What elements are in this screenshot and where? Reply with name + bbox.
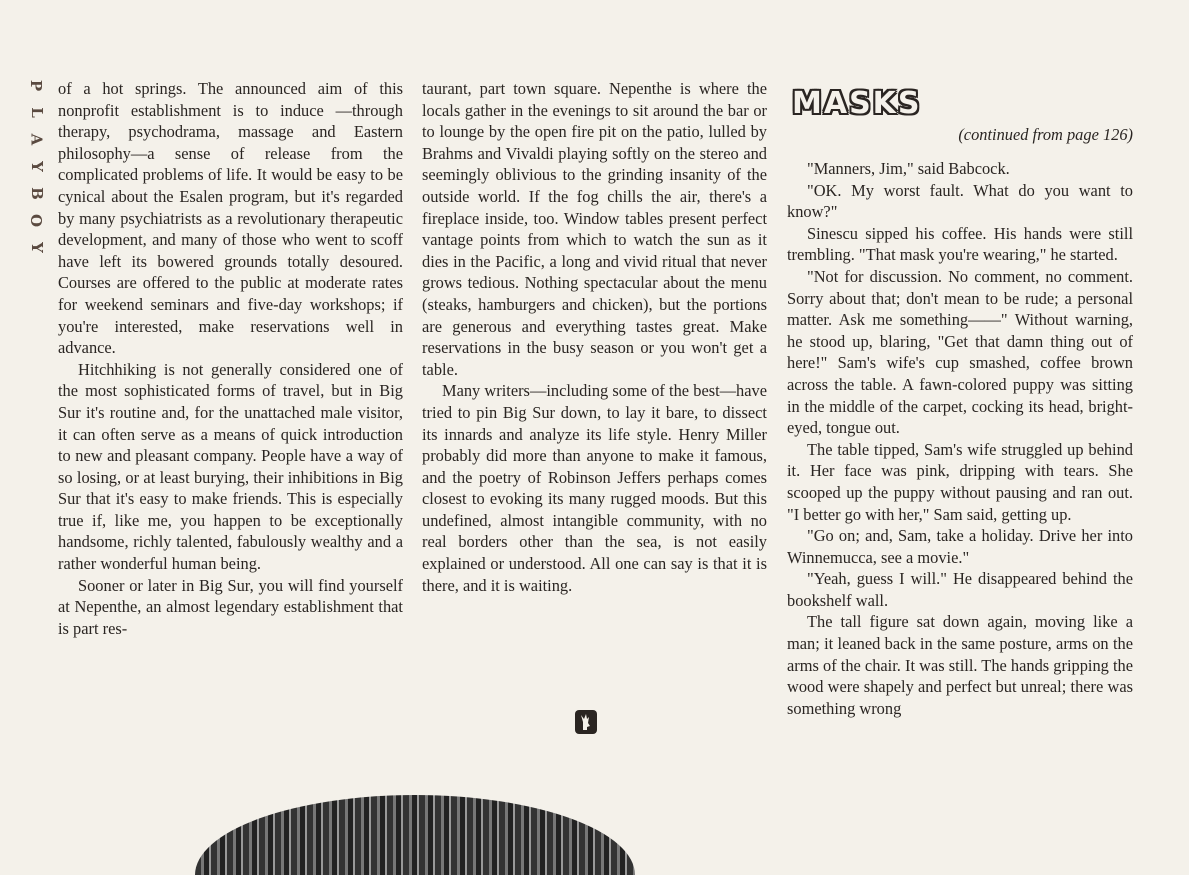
running-head-letter: Y bbox=[27, 161, 46, 172]
running-head-letter: O bbox=[27, 213, 46, 228]
mask-photo bbox=[195, 795, 635, 875]
paragraph: taurant, part town square. Nepenthe is where the locals gather in the evenings to sit around the bar or to lounge by the open fire pit on the patio, lulled by Brahms and Vivaldi playing softly on the stereo and seemingly oblivious to the grinding insanity of the outside world. If the fog chills the air, there's a fireplace inside, too. Window tables present perfect vantage points from which to watch the sun as it dies in the Pacific, a long and vivid ritual that never grows tedious. Nothing spectacular about the menu (steaks, hamburgers and chicken), but the portions are generous and everything tastes great. Make reservations in the busy season or you won't get a table. bbox=[422, 79, 767, 379]
bunny-logo-icon bbox=[575, 710, 597, 734]
column-middle bbox=[422, 78, 767, 596]
paragraph: "Not for discussion. No comment, no comment. Sorry about that; don't mean to be rude; a personal matter. Ask me something——" Without warning, he stood up, blaring, "Get that damn thing out of here!" Sam's wife's cup smashed, coffee brown across the table. A fawn-colored puppy was sitting in the middle of the carpet, cocking its head, bright-eyed, tongue out. bbox=[787, 266, 1133, 438]
column-left bbox=[58, 78, 403, 639]
running-head-letter: L bbox=[27, 107, 46, 118]
running-head-letter: Y bbox=[27, 242, 46, 253]
paragraph: Hitchhiking is not generally considered one of the most sophisticated forms of travel, but in Big Sur it's routine and, for the unattached male visitor, it can often serve as a means of quick introduction to new and pleasant company. People have a way of so losing, or at least burying, their inhibitions in Big Sur that it's easy to make friends. This is especially true if, like me, you happen to be exceptionally handsome, richly talented, fabulously wealthy and a rather wonderful human being. bbox=[58, 359, 403, 574]
paragraph: "Yeah, guess I will." He disappeared behind the bookshelf wall. bbox=[787, 569, 1133, 610]
paragraph: "Manners, Jim," said Babcock. bbox=[807, 159, 1010, 178]
section-title: MASKS bbox=[792, 86, 922, 121]
running-head-letter: P bbox=[27, 79, 46, 92]
continued-note: (continued from page 126) bbox=[958, 125, 1133, 144]
running-head-letter: A bbox=[27, 133, 46, 146]
paragraph: Many writers—including some of the best—have tried to pin Big Sur down, to lay it bare, to dissect its innards and analyze its life style. Henry Miller probably did more than anyone to make it famous, and the poetry of Robinson Jeffers perhaps comes closest to evoking its many rugged moods. But this undefined, almost intangible community, with no real borders other than the sea, is not easily explained or understood. All one can say is that it is there, and it is waiting. bbox=[422, 381, 767, 595]
paragraph: Sooner or later in Big Sur, you will find yourself at Nepenthe, an almost legendary establishment that is part res- bbox=[58, 575, 403, 638]
paragraph: The tall figure sat down again, moving like a man; it leaned back in the same posture, arms on the arms of the chair. It was still. The hands gripping the wood were shapely and perfect but unreal; there was something wrong bbox=[787, 612, 1133, 718]
paragraph: "Go on; and, Sam, take a holiday. Drive her into Winnemucca, see a movie." bbox=[787, 526, 1133, 567]
paragraph: of a hot springs. The announced aim of this nonprofit establishment is to induce —through therapy, psychodrama, massage and Eastern philosophy—a sense of release from the complicated problems of life. It would be easy to be cynical about the Esalen program, but it's regarded by many psychiatrists as a revolutionary therapeutic development, and many of those who went to scoff have left its bowered grounds totally desoured. Courses are offered to the public at moderate rates for weekend seminars and five-day workshops; if you're interested, make reservations well in advance. bbox=[58, 79, 403, 358]
paragraph: "OK. My worst fault. What do you want to know?" bbox=[787, 180, 1133, 222]
paragraph: Sinescu sipped his coffee. His hands were still trembling. "That mask you're wearing," he started. bbox=[787, 223, 1133, 265]
running-head-letter: B bbox=[27, 187, 46, 200]
paragraph: The table tipped, Sam's wife struggled up behind it. Her face was pink, dripping with tears. She scooped up the puppy without pausing and ran out. "I better go with her," Sam said, getting up. bbox=[787, 439, 1133, 524]
column-right bbox=[787, 158, 1133, 719]
running-head bbox=[22, 72, 50, 261]
